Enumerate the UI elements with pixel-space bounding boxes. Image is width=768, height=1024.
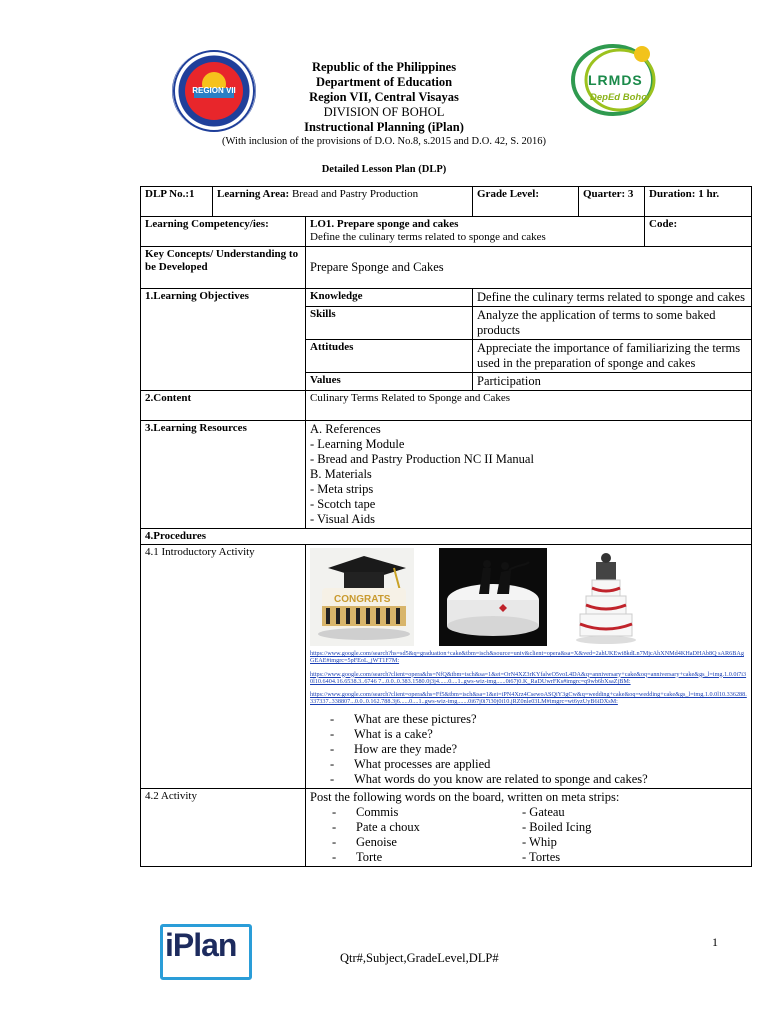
learning-area-label: Learning Area: <box>217 188 290 200</box>
quarter-label: Quarter: 3 <box>579 187 645 217</box>
dlp-number: DLP No.:1 <box>141 187 213 217</box>
graduation-cake-link[interactable]: https://www.google.com/search?hs=sd5&q=graduation+cake&tbm=isch&source=univ&client=opera&sa=X&ved=2ahUKEwi8kdLn7MjcAhXNMd4KHaDHAb8Q sAR6BAgGEAE#imgrc=5pFEoL_jWT1F7M: <box>310 650 744 665</box>
anniversary-cake-image <box>439 548 547 650</box>
question-item: - What processes are applied <box>330 757 747 772</box>
questions-list <box>330 712 747 787</box>
wedding-cake-image <box>572 548 640 650</box>
competency-description: Define the culinary terms related to sponge and cakes <box>310 231 546 243</box>
values-value: Participation <box>473 373 752 391</box>
word-item: - Torte <box>332 850 522 865</box>
word-item: - Gateau <box>522 804 565 819</box>
key-concepts-label: Key Concepts/ Understanding to be Developed <box>141 247 306 289</box>
resource-item: - Visual Aids <box>310 512 375 526</box>
resource-item: - Bread and Pastry Production NC II Manual <box>310 452 534 466</box>
resource-item: - Meta strips <box>310 482 374 496</box>
header-region: Region VII, Central Visayas <box>309 90 459 104</box>
duration-label: Duration: 1 hr. <box>645 187 752 217</box>
objectives-label: 1.Learning Objectives <box>141 289 306 391</box>
learning-area-cell <box>213 187 473 217</box>
lrmds-logo-text: LRMDS <box>588 72 643 88</box>
competency-label: Learning Competency/ies: <box>141 217 306 247</box>
activity-content <box>306 788 752 866</box>
header-division: DIVISION OF BOHOL <box>323 105 445 119</box>
competency-title: LO1. Prepare sponge and cakes <box>310 218 459 230</box>
dlp-table <box>140 186 752 867</box>
graduation-cake-image <box>310 548 414 650</box>
word-item: - Boiled Icing <box>522 819 592 834</box>
learning-area-value: Bread and Pastry Production <box>291 188 419 200</box>
intro-activity-content <box>306 545 752 789</box>
seal-region-label: REGION VII <box>192 86 236 95</box>
attitudes-label: Attitudes <box>306 340 473 373</box>
header-provisions: (With inclusion of the provisions of D.O. No.8, s.2015 and D.O. 42, S. 2016) <box>222 136 546 147</box>
grade-level-label: Grade Level: <box>473 187 579 217</box>
word-item: - Genoise <box>332 835 522 850</box>
header-iplan-title: Instructional Planning (iPlan) <box>304 120 464 134</box>
document-title: Detailed Lesson Plan (DLP) <box>321 164 447 175</box>
footer-code: Qtr#,Subject,GradeLevel,DLP# <box>340 951 499 965</box>
iplan-logo-text: iPlan <box>165 927 237 963</box>
competency-cell <box>306 217 645 247</box>
question-item: - What words do you know are related to sponge and cakes? <box>330 772 747 787</box>
question-item: - How are they made? <box>330 742 747 757</box>
word-item: - Tortes <box>522 849 561 864</box>
resources-list <box>306 421 752 529</box>
question-item: - What are these pictures? <box>330 712 747 727</box>
knowledge-value: Define the culinary terms related to sponge and cakes <box>473 289 752 307</box>
values-label: Values <box>306 373 473 391</box>
word-item: - Pate a choux <box>332 820 522 835</box>
resources-label: 3.Learning Resources <box>141 421 306 529</box>
resource-item: B. Materials <box>310 467 372 481</box>
key-concepts-value: Prepare Sponge and Cakes <box>306 247 752 289</box>
skills-label: Skills <box>306 307 473 340</box>
question-item: - What is a cake? <box>330 727 747 742</box>
cake-congrats-text: CONGRATS <box>334 594 391 605</box>
skills-value: Analyze the application of terms to some baked products <box>473 307 752 340</box>
header-republic: Republic of the Philippines <box>311 60 457 74</box>
header-department: Department of Education <box>315 75 453 89</box>
word-item: - Whip <box>522 834 557 849</box>
content-value: Culinary Terms Related to Sponge and Cakes <box>306 391 752 421</box>
wedding-cake-link[interactable]: https://www.google.com/search?client=opera&hs=Ff5&tbm=isch&sa=1&ei=iPN4Xrz4CsewoASQiY3gCw&q=wedding+cake&oq=wedding+cake&gs_l=img.1.0.0l10.336288.337337..338807...0.0..0.162.788.3j6......0....1..gws-wiz-img.......0i67j0i7i30j0i10.jRZ0nle03LM#imgrc=wt6yzUyB6iDXsM: <box>310 691 747 706</box>
attitudes-value: Appreciate the importance of familiarizing the terms used in the preparation of sponge and cakes <box>473 340 752 373</box>
resource-item: - Learning Module <box>310 437 405 451</box>
resource-item: A. References <box>310 422 381 436</box>
deped-region-seal-logo <box>172 50 256 132</box>
code-label: Code: <box>645 217 752 247</box>
knowledge-label: Knowledge <box>306 289 473 307</box>
anniversary-cake-link[interactable]: https://www.google.com/search?client=opera&hs=NfQ&tbm=isch&sa=1&ei=OrN4XZ3rKYfalwO5voL4DA&q=anniversary+cake&oq=anniversary+cake&gs_l=img.1.0.0i7i30l10.6404.16.6538.3..6746 7...0.0..0.383.1580.0j3j4......0....1..gws-wiz-img......0i67j0.K_RaDUwrFKs#imgrc=q9wb6bXsaZjBM: <box>310 670 747 685</box>
procedures-label: 4.Procedures <box>141 529 752 545</box>
word-item: - Commis <box>332 805 522 820</box>
activity-instruction: Post the following words on the board, written on meta strips: <box>310 789 620 804</box>
content-label: 2.Content <box>141 391 306 421</box>
intro-activity-label: 4.1 Introductory Activity <box>141 545 306 789</box>
meta-strip-words <box>332 805 747 865</box>
activity-label: 4.2 Activity <box>141 788 306 866</box>
page-number: 1 <box>712 935 718 949</box>
resource-item: - Scotch tape <box>310 497 376 511</box>
lrmds-logo-subtext: DepEd Bohol <box>590 92 650 103</box>
